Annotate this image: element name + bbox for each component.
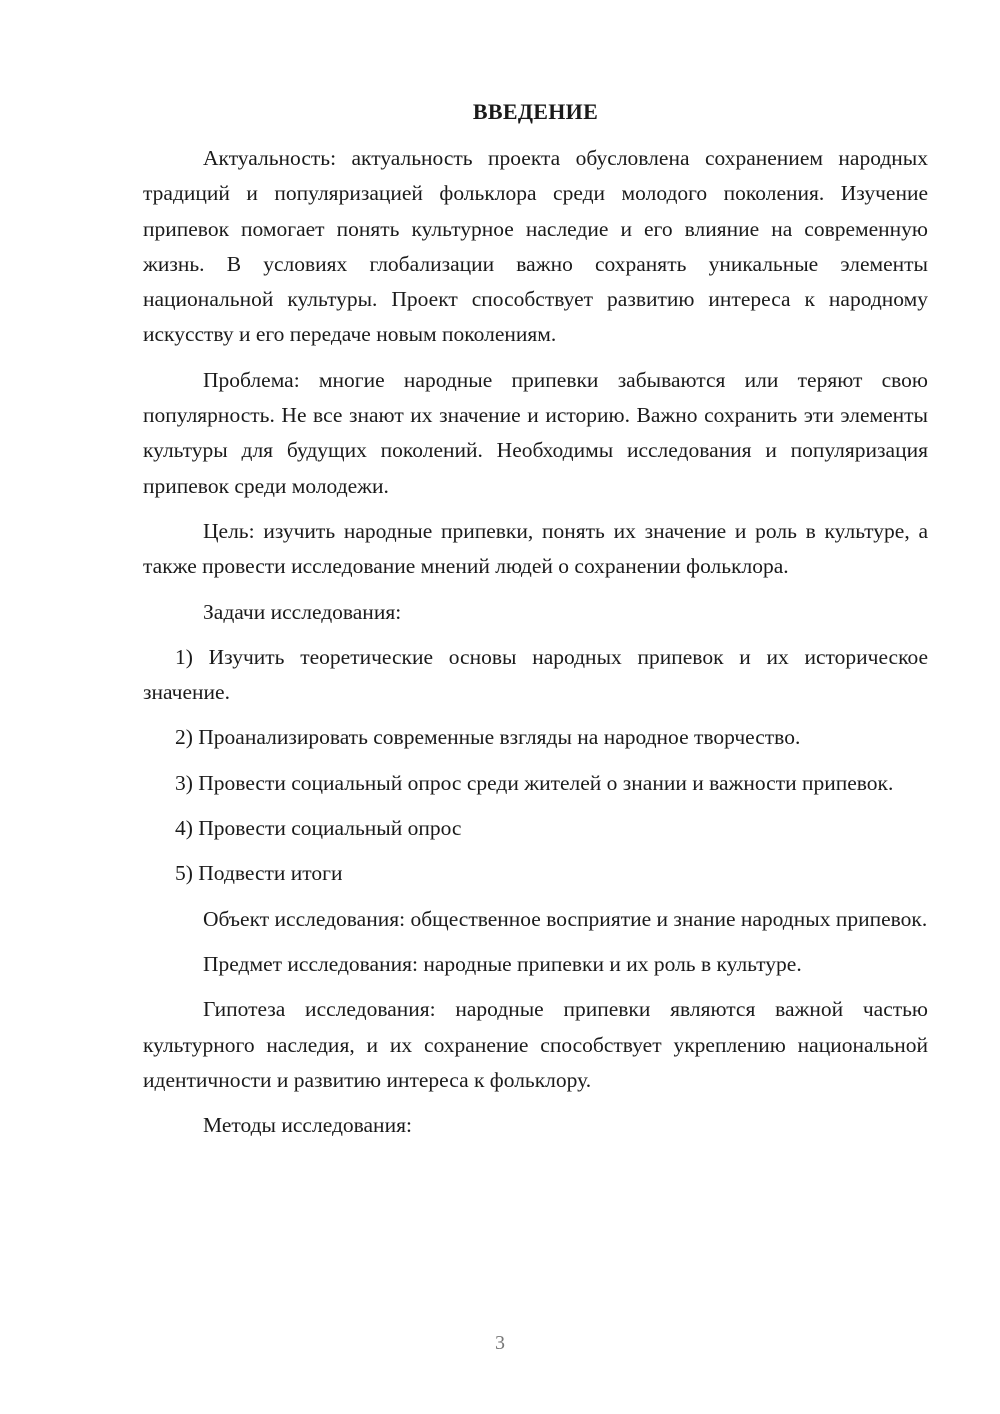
section-title: ВВЕДЕНИЕ bbox=[472, 99, 599, 124]
paragraph-problem: Проблема: многие народные припевки забываются или теряют свою популярность. Не все знают их значение и историю. Важно сохранить эти элементы культуры для будущих поколений. Необходимы исследования и популяризация припевок среди молодежи. bbox=[143, 367, 928, 498]
paragraph-tasks-heading: Задачи исследования: bbox=[203, 599, 402, 624]
task-item-5: 5) Подвести итоги bbox=[175, 861, 343, 886]
paragraph-subject: Предмет исследования: народные припевки и их роль в культуре. bbox=[203, 951, 802, 976]
page-number: 3 bbox=[495, 1332, 505, 1354]
document-page bbox=[143, 94, 928, 1153]
task-item-3: 3) Провести социальный опрос среди жителей о знании и важности припевок. bbox=[175, 770, 894, 795]
paragraph-hypothesis: Гипотеза исследования: народные припевки являются важной частью культурного наследия, и их сохранение способствует укреплению национальной идентичности и развитию интереса к фольклору. bbox=[143, 997, 928, 1092]
task-item-2: 2) Проанализировать современные взгляды на народное творчество. bbox=[175, 725, 801, 750]
paragraph-goal: Цель: изучить народные припевки, понять их значение и роль в культуре, а также провести исследование мнений людей о сохранении фольклора. bbox=[143, 518, 928, 579]
task-item-1: 1) Изучить теоретические основы народных припевок и их историческое значение. bbox=[143, 644, 928, 705]
paragraph-relevance: Актуальность: актуальность проекта обусловлена сохранением народных традиций и популяризацией фольклора среди молодого поколения. Изучение припевок помогает понять культурное наследие и его влияние на современную жизнь. В условиях глобализации важно сохранять уникальные элементы национальной культуры. Проект способствует развитию интереса к народному искусству и его передаче новым поколениям. bbox=[143, 146, 928, 347]
paragraph-object: Объект исследования: общественное восприятие и знание народных припевок. bbox=[203, 906, 928, 931]
task-item-4: 4) Провести социальный опрос bbox=[175, 816, 462, 841]
paragraph-methods: Методы исследования: bbox=[203, 1113, 412, 1138]
